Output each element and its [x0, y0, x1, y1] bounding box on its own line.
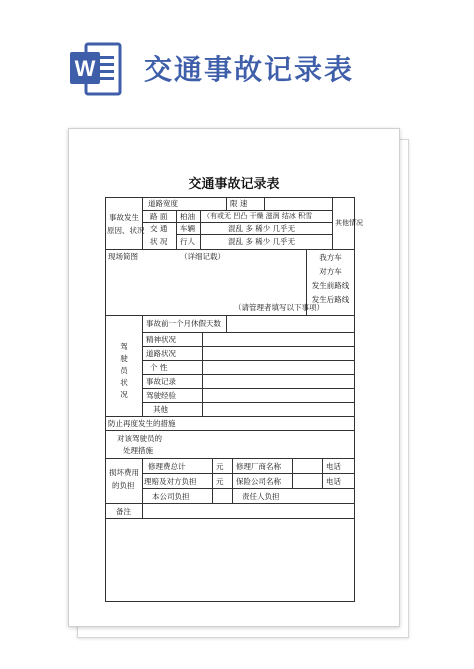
claims-share-label: 理赔及对方负担 — [144, 477, 197, 486]
pedestrian-options: 混乱 多 稀少 几乎无 — [228, 237, 296, 246]
road-surface-label: 路 面 — [150, 212, 168, 221]
road-condition-label: 道路状况 — [146, 349, 176, 358]
driving-experience-label: 驾驶经验 — [146, 391, 176, 400]
mental-state-label: 精神状况 — [146, 335, 176, 344]
phone-label: 电话 — [326, 462, 341, 471]
cause-label: 事故发生 — [109, 213, 139, 222]
driver-label-char: 驾 — [120, 342, 128, 351]
scene-sketch-label: 现场简图 — [108, 252, 138, 261]
page-heading: 交通事故记录表 — [144, 53, 355, 86]
personality-label: 个 性 — [150, 363, 168, 372]
surface-options: （有或无 凹凸 干燥 滋润 结冰 积雪 — [203, 212, 313, 220]
accident-record-table — [105, 197, 363, 602]
logo-letter: W — [74, 56, 96, 81]
driver-label-char: 驶 — [120, 354, 128, 363]
detail-note: （详细记载） — [180, 252, 225, 261]
repair-total-label: 修理费总计 — [148, 462, 186, 471]
word-document-icon — [68, 40, 124, 98]
insurer-label: 保险公司名称 — [236, 477, 281, 486]
route-before-label: 发生前路线 — [311, 281, 350, 290]
driver-label-char: 况 — [120, 390, 128, 399]
route-after-label: 发生后路线 — [311, 295, 350, 304]
company-share-label: 本公司负担 — [152, 492, 190, 501]
accident-record-label: 事故记录 — [146, 377, 176, 386]
driver-handling-label: 对该驾驶员的 — [117, 434, 162, 443]
yuan-label: 元 — [216, 462, 224, 471]
damage-cost-label: 损坏费用 — [109, 468, 139, 477]
cause-label-line2: 原因、状况 — [107, 226, 145, 235]
document-page — [68, 128, 400, 627]
asphalt-label: 柏油 — [180, 212, 195, 221]
prevention-label: 防止再度发生的措施 — [108, 419, 176, 428]
driver-label-char: 员 — [120, 366, 128, 375]
road-width-label: 道路宽度 — [148, 199, 178, 208]
other-vehicle-label: 对方车 — [319, 267, 342, 276]
other-label: 其他 — [153, 405, 168, 414]
repair-shop-label: 修理厂商名称 — [236, 462, 281, 471]
condition-label: 状 况 — [150, 237, 168, 246]
our-vehicle-label: 我方车 — [319, 253, 342, 262]
yuan-label: 元 — [216, 477, 224, 486]
phone-label: 电话 — [326, 477, 341, 486]
remarks-label: 备注 — [116, 507, 131, 516]
responsible-share-label: 责任人负担 — [242, 492, 280, 501]
driver-handling-label-line2: 处理措施 — [123, 446, 153, 455]
form-title: 交通事故记录表 — [188, 177, 280, 192]
speed-limit-label: 限 速 — [230, 199, 248, 208]
leave-days-label: 事故前一个月休假天数 — [146, 319, 221, 328]
vehicle-options: 混乱 多 稀少 几乎无 — [228, 224, 296, 233]
other-info-label: 其他情况 — [335, 219, 363, 227]
driver-label-char: 状 — [120, 378, 128, 387]
manager-note: （请管理者填写以下事项） — [234, 303, 324, 312]
vehicles-label: 车辆 — [180, 224, 195, 233]
traffic-label: 交 通 — [150, 224, 168, 233]
damage-cost-label-line2: 的负担 — [112, 481, 135, 490]
pedestrians-label: 行人 — [180, 237, 195, 246]
